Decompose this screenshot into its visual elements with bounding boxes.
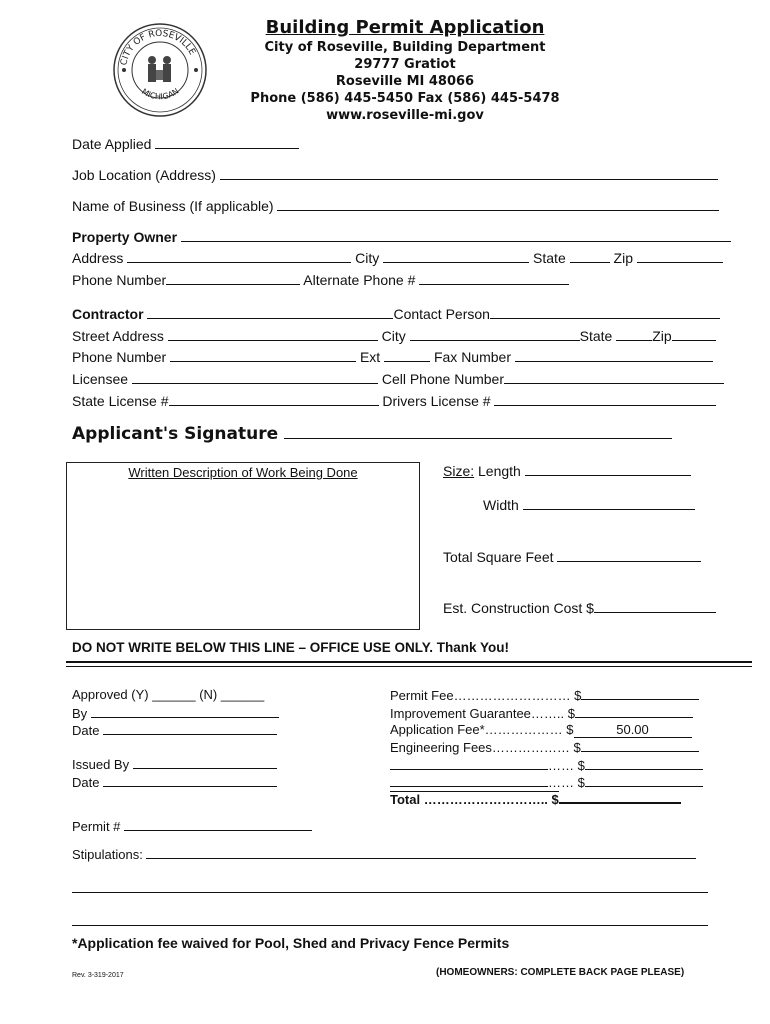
- owner-phone-field[interactable]: [166, 272, 300, 285]
- issued-date-row: [72, 774, 277, 790]
- homeowners-note: (HOMEOWNERS: COMPLETE BACK PAGE PLEASE): [436, 967, 685, 978]
- by-field[interactable]: [91, 705, 279, 718]
- state-license-field[interactable]: [169, 393, 379, 406]
- business-name-row: [72, 198, 719, 214]
- by-row: [72, 705, 279, 721]
- alternate-phone-label: Alternate Phone #: [303, 272, 416, 288]
- contact-person-label: Contact Person: [393, 306, 490, 322]
- property-owner-row: [72, 229, 731, 245]
- business-name-label: Name of Business (If applicable): [72, 198, 274, 214]
- application-fee-value: 50.00: [616, 722, 649, 737]
- zip-label: Zip: [613, 250, 633, 266]
- owner-zip-field[interactable]: [637, 250, 723, 263]
- stipulations-row: [72, 846, 696, 862]
- ext-label: Ext: [359, 349, 381, 365]
- owner-address-row: [72, 250, 723, 266]
- owner-city-field[interactable]: [383, 250, 529, 263]
- contractor-label: Contractor: [72, 306, 144, 322]
- issued-by-row: [72, 756, 277, 772]
- drivers-license-label: Drivers License #: [382, 393, 491, 409]
- contractor-phone-row: [72, 349, 713, 365]
- owner-state-field[interactable]: [570, 250, 610, 263]
- contractor-phone-field[interactable]: [170, 349, 356, 362]
- svg-text:MICHIGAN: [140, 87, 180, 102]
- total-square-feet-label: Total Square Feet: [443, 549, 554, 565]
- work-description-title: Written Description of Work Being Done: [128, 465, 358, 480]
- application-fee-field[interactable]: [574, 722, 692, 738]
- address-label: Address: [72, 250, 124, 266]
- signature-row: [72, 424, 672, 444]
- owner-alt-phone-field[interactable]: [419, 272, 569, 285]
- length-field[interactable]: [525, 463, 691, 476]
- cell-phone-label: Cell Phone Number: [381, 371, 504, 387]
- contractor-city-label: City: [381, 328, 406, 344]
- other-fee-name-2[interactable]: [390, 774, 548, 787]
- date-applied-field[interactable]: [155, 136, 299, 149]
- city-seal-logo: [112, 22, 208, 118]
- application-fee-row: [390, 722, 692, 738]
- size-width-row: [483, 497, 695, 513]
- permit-fee-field[interactable]: [581, 687, 699, 700]
- other-fee-dots-1: …… $: [548, 758, 585, 773]
- owner-address-field[interactable]: [127, 250, 351, 263]
- stipulations-label: Stipulations:: [72, 847, 143, 862]
- improvement-guarantee-label: Improvement Guarantee…….. $: [390, 706, 575, 721]
- contractor-street-field[interactable]: [168, 328, 378, 341]
- divider-thin: [66, 666, 752, 667]
- by-label: By: [72, 706, 88, 721]
- cell-phone-field[interactable]: [504, 371, 724, 384]
- permit-number-label: Permit #: [72, 819, 121, 834]
- other-fee-row-1: [390, 757, 703, 773]
- total-row: [390, 790, 681, 807]
- permit-fee-row: [390, 687, 699, 703]
- size-length-row: [443, 463, 691, 479]
- approved-label: Approved (Y) ______ (N) ______: [72, 687, 265, 702]
- contact-person-field[interactable]: [490, 306, 720, 319]
- website-link[interactable]: www.roseville-mi.gov: [326, 108, 484, 123]
- city-state-zip: Roseville MI 48066: [335, 74, 475, 89]
- est-cost-field[interactable]: [594, 600, 716, 613]
- form-title: Building Permit Application: [265, 17, 545, 38]
- work-description-box[interactable]: [66, 462, 420, 630]
- other-fee-field-2[interactable]: [585, 774, 703, 787]
- est-cost-label: Est. Construction Cost $: [443, 600, 594, 616]
- est-cost-row: [443, 600, 716, 616]
- stipulations-field-2[interactable]: [72, 879, 708, 893]
- fax-number-label: Fax Number: [433, 349, 511, 365]
- stipulations-field-3[interactable]: [72, 912, 708, 926]
- state-license-label: State License #: [72, 393, 169, 409]
- application-fee-label: Application Fee*……………… $: [390, 722, 574, 737]
- seal-text-bottom: MICHIGAN: [140, 86, 181, 102]
- contractor-state-label: State: [579, 328, 613, 344]
- contractor-field[interactable]: [147, 306, 393, 319]
- approved-row: [72, 687, 264, 702]
- licensee-label: Licensee: [72, 371, 129, 387]
- contractor-address-row: [72, 328, 716, 344]
- ext-field[interactable]: [384, 349, 430, 362]
- licensee-field[interactable]: [132, 371, 378, 384]
- applicant-signature-label: Applicant's Signature: [72, 424, 279, 444]
- office-use-notice: DO NOT WRITE BELOW THIS LINE – OFFICE USE ONLY. Thank You!: [72, 640, 510, 655]
- phone-number-label: Phone Number: [72, 272, 167, 288]
- drivers-license-field[interactable]: [494, 393, 716, 406]
- engineering-fees-field[interactable]: [581, 739, 699, 752]
- contractor-zip-field[interactable]: [672, 328, 716, 341]
- business-name-field[interactable]: [277, 198, 719, 211]
- permit-number-row: [72, 818, 312, 834]
- job-location-label: Job Location (Address): [72, 167, 216, 183]
- office-date-field[interactable]: [103, 722, 277, 735]
- other-fee-name-1[interactable]: [390, 757, 548, 770]
- total-label: Total ……………………….. $: [390, 792, 559, 807]
- property-owner-field[interactable]: [181, 229, 731, 242]
- engineering-fees-row: [390, 739, 699, 755]
- contractor-city-field[interactable]: [410, 328, 580, 341]
- other-fee-field-1[interactable]: [585, 757, 703, 770]
- date-applied-row: [72, 136, 299, 152]
- fax-number-field[interactable]: [515, 349, 713, 362]
- engineering-fees-label: Engineering Fees……………… $: [390, 740, 581, 755]
- revision-label: Rev. 3-319-2017: [72, 972, 124, 979]
- job-location-field[interactable]: [220, 167, 718, 180]
- street-address: 29777 Gratiot: [354, 57, 456, 72]
- length-label: Length: [478, 463, 521, 479]
- city-label: City: [355, 250, 380, 266]
- waiver-note: *Application fee waived for Pool, Shed and Privacy Fence Permits: [72, 935, 510, 951]
- phone-fax-line: Phone (586) 445-5450 Fax (586) 445-5478: [250, 91, 560, 106]
- contractor-row: [72, 306, 720, 322]
- owner-phone-row: [72, 272, 569, 288]
- width-field[interactable]: [523, 497, 695, 510]
- total-square-feet-field[interactable]: [557, 549, 701, 562]
- issued-by-label: Issued By: [72, 757, 130, 772]
- square-feet-row: [443, 549, 701, 565]
- applicant-signature-field[interactable]: [284, 424, 672, 439]
- street-address-label: Street Address: [72, 328, 164, 344]
- total-field[interactable]: [559, 790, 681, 804]
- property-owner-label: Property Owner: [72, 229, 178, 245]
- seal-text-top: CITY OF ROSEVILLE: [119, 28, 197, 67]
- office-date-label: Date: [72, 723, 100, 738]
- state-label: State: [533, 250, 566, 266]
- other-fee-row-2: [390, 774, 703, 790]
- job-location-row: [72, 167, 718, 183]
- width-label: Width: [483, 497, 519, 513]
- improvement-guarantee-field[interactable]: [575, 705, 693, 718]
- permit-number-field[interactable]: [124, 818, 312, 831]
- issued-by-field[interactable]: [133, 756, 277, 769]
- permit-fee-label: Permit Fee……………………… $: [390, 688, 582, 703]
- issued-date-field[interactable]: [103, 774, 277, 787]
- contractor-phone-label: Phone Number: [72, 349, 167, 365]
- licensee-row: [72, 371, 724, 387]
- contractor-zip-label: Zip: [652, 328, 672, 344]
- size-label: Size:: [443, 463, 475, 479]
- license-row: [72, 393, 716, 409]
- improvement-guarantee-row: [390, 705, 693, 721]
- stipulations-field-1[interactable]: [146, 846, 696, 859]
- office-date-row: [72, 722, 277, 738]
- other-fee-dots-2: …… $: [548, 775, 585, 790]
- divider-thick: [66, 661, 752, 663]
- contractor-state-field[interactable]: [616, 328, 652, 341]
- date-applied-label: Date Applied: [72, 136, 152, 152]
- department-name: City of Roseville, Building Department: [264, 40, 546, 55]
- issued-date-label: Date: [72, 775, 100, 790]
